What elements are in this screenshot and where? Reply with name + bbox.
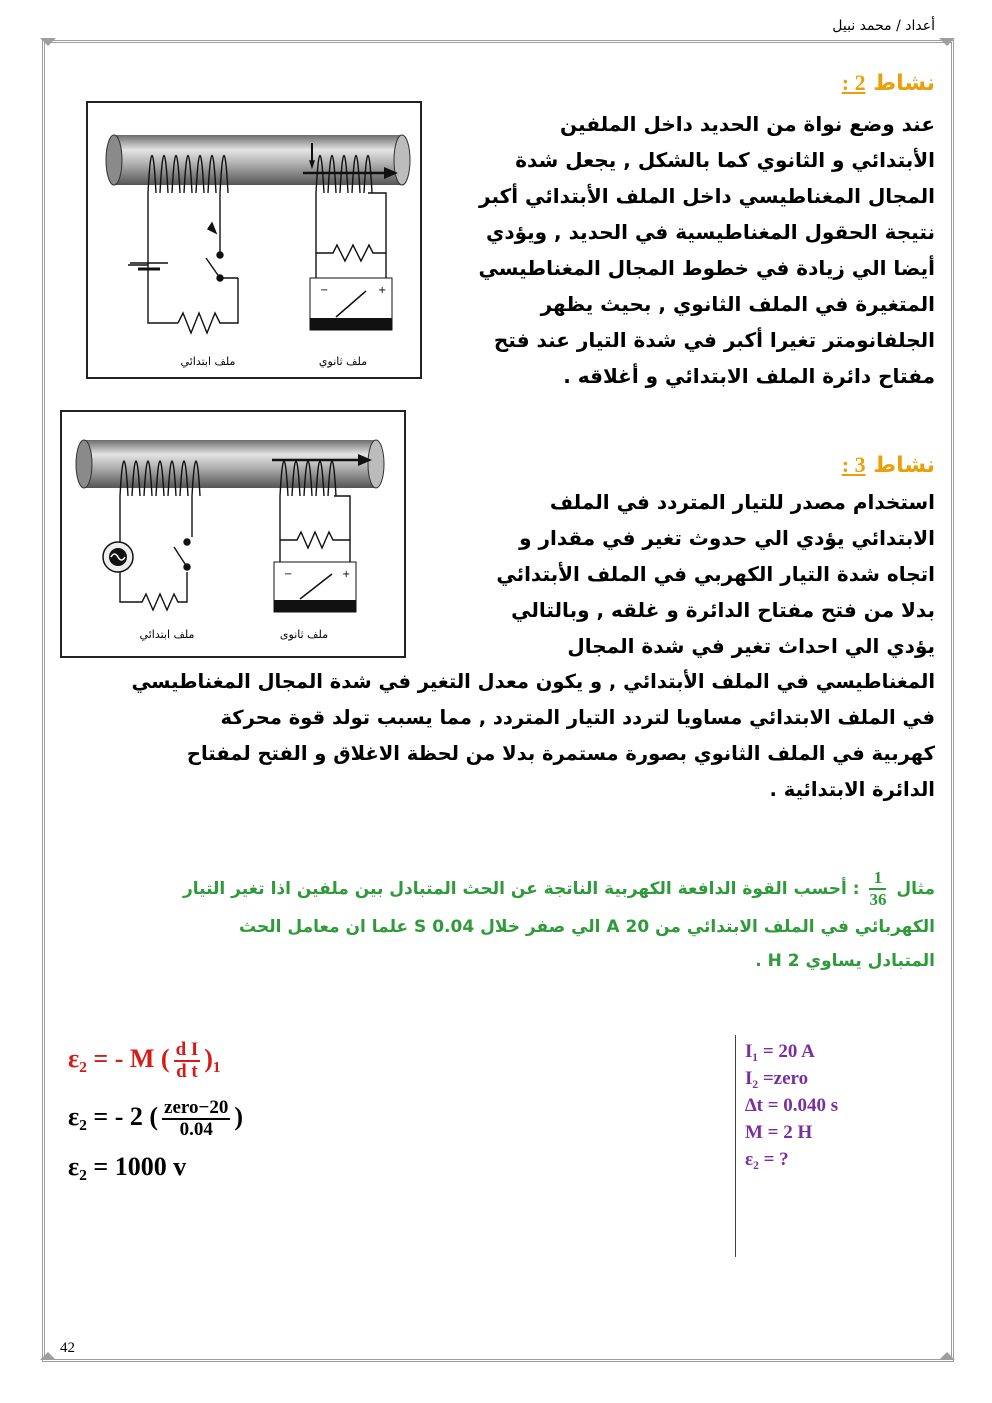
figure-iron-core-dc (86, 101, 422, 379)
iron-core-rod (76, 440, 384, 488)
activity-3-line: الدائرة الابتدائية . (769, 778, 935, 801)
frame-corner-top-left (40, 38, 56, 46)
equation-2-numerator: zero−20 (164, 1097, 229, 1118)
activity-2-line: نتيجة الحقول المغناطيسية في الحديد , ويؤدي (485, 220, 935, 244)
svg-text:−: − (284, 569, 293, 580)
equation-1-fraction (174, 1040, 201, 1082)
given-item: I₂ =zero (745, 1068, 809, 1089)
given-values (745, 1038, 838, 1173)
activity-3-line: في الملف الابتدائي مساويا لتردد التيار المتردد , مما يسبب تولد قوة محركة (220, 706, 935, 729)
given-item: I₁ = 20 A (745, 1041, 815, 1062)
example-label: مثال (896, 879, 935, 899)
activity-3-line: كهربية في الملف الثانوي بصورة مستمرة بدلا من لحظة الاغلاق و الفتح لمفتاح (186, 742, 935, 765)
frame-corner-bottom-left (40, 1352, 56, 1360)
activity-2-line: المتغيرة في الملف الثانوي , بحيث يظهر (540, 292, 935, 316)
secondary-circuit (316, 193, 386, 278)
activity-2-line: الجلفانومتر تغيرا أكبر في شدة التيار عند فتح (493, 328, 935, 352)
activity-3-heading-number: 3 : (841, 452, 866, 477)
given-divider (735, 1035, 736, 1257)
example-frac-numerator: 1 (869, 868, 886, 890)
activity-2-heading (760, 70, 935, 96)
activity-3-heading (760, 452, 935, 478)
frame-corner-top-right (939, 38, 955, 46)
given-item: ε₂ = ? (745, 1149, 789, 1170)
example-number-fraction (869, 868, 886, 910)
galvanometer (310, 278, 392, 330)
equation-1-left: ε₂ = - M ( (68, 1043, 170, 1073)
secondary-circuit (280, 496, 350, 562)
ac-circuit-diagram (62, 412, 404, 656)
activity-2-line: الأبتدائي و الثانوي كما بالشكل , يجعل شدة (515, 148, 935, 172)
page-number: 42 (60, 1340, 75, 1356)
author-credit: أعداد / محمد نبيل (832, 18, 935, 34)
activity-3-line: اتجاه شدة التيار الكهربي في الملف الأبتدائي (496, 562, 935, 586)
equation-2-fraction (162, 1098, 230, 1140)
example-problem (110, 868, 935, 978)
equation-1 (68, 1040, 221, 1082)
activity-2-line: المجال المغناطيسي داخل الملف الأبتدائي أكبر (479, 184, 935, 208)
svg-text:+: + (378, 285, 387, 296)
activity-2-line: مفتاح دائرة الملف الابتدائي و أغلاقه . (563, 364, 935, 388)
equation-1-denominator: d t (176, 1061, 198, 1082)
activity-2-text (430, 106, 935, 394)
given-item: M = 2 H (745, 1122, 813, 1143)
equation-2 (68, 1098, 243, 1140)
activity-3-text-bottom (68, 664, 935, 808)
example-frac-denominator: 36 (869, 890, 887, 909)
activity-2-line: عند وضع نواة من الحديد داخل الملفين (560, 112, 935, 136)
equation-2-denominator: 0.04 (179, 1119, 213, 1140)
activity-3-line: بدلا من فتح مفتاح الدائرة و غلقه , وبالتالي (511, 598, 935, 622)
given-item: ∆t = 0.040 s (745, 1095, 839, 1116)
example-text-1: : أحسب القوة الدافعة الكهربية الناتجة عن الحث المتبادل بين ملفين اذا تغير التيار (182, 879, 860, 899)
activity-3-heading-label: نشاط (873, 453, 935, 478)
activity-3-line: المغناطيسي في الملف الأبتدائي , و يكون معدل التغير في شدة المجال المغناطيسي (131, 670, 935, 693)
svg-text:−: − (320, 285, 329, 296)
circuit-diagram (88, 103, 420, 377)
figure-2-label-secondary: ملف ثانوى (279, 628, 329, 641)
equation-1-numerator: d I (175, 1039, 199, 1060)
example-line-3: المتبادل يساوي 2 H . (755, 951, 935, 971)
activity-3-line: استخدام مصدر للتيار المتردد في الملف (549, 490, 935, 514)
equation-2-left: ε₂ = - 2 ( (68, 1101, 159, 1131)
activity-2-line: أيضا الي زيادة في خطوط المجال المغناطيسي (478, 256, 935, 280)
activity-2-heading-number: 2 : (841, 70, 866, 95)
activity-3-line: يؤدي الي احداث تغير في شدة المجال (567, 634, 935, 658)
equation-1-right: )₁ (204, 1043, 221, 1073)
figure-2-label-primary: ملف ابتدائي (139, 628, 195, 641)
example-line-2: الكهربائي في الملف الابتدائي من 20 A الي صفر خلال 0.04 S علما ان معامل الحث (239, 917, 935, 937)
activity-2-heading-label: نشاط (873, 71, 935, 96)
figure-1-label-secondary: ملف ثانوي (318, 355, 368, 368)
galvanometer (274, 562, 356, 612)
activity-3-line: الابتدائي يؤدي الي حدوث تغير في مقدار و (519, 526, 935, 550)
figure-1-label-primary: ملف ابتدائي (180, 355, 236, 368)
activity-3-text-top (420, 484, 935, 664)
primary-circuit (130, 223, 238, 333)
equation-3: ε₂ = 1000 v (68, 1152, 187, 1181)
example-line-1 (110, 868, 935, 910)
svg-text:+: + (342, 569, 351, 580)
figure-iron-core-ac (60, 410, 406, 658)
frame-corner-bottom-right (939, 1352, 955, 1360)
equation-2-right: ) (234, 1101, 244, 1131)
ac-source (103, 542, 133, 572)
